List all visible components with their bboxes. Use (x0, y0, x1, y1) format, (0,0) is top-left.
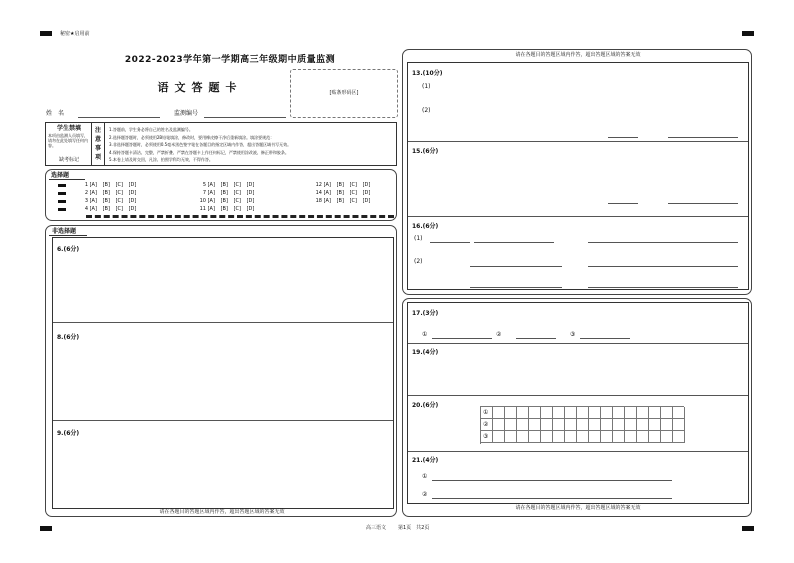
grid-cell[interactable] (529, 431, 541, 443)
divider (408, 216, 748, 217)
answer-line[interactable] (430, 242, 470, 243)
notice-box (93, 123, 105, 165)
q16-part2: (2) (414, 258, 423, 265)
choice-row (78, 182, 142, 188)
answer-line[interactable] (432, 338, 492, 339)
id-field[interactable] (204, 117, 286, 118)
grid-cell[interactable] (625, 407, 637, 419)
option-b[interactable]: [B] (102, 206, 110, 212)
choice-row (78, 190, 142, 196)
q20-row-2: ② (483, 421, 489, 428)
question-number: 12 (315, 182, 322, 188)
option-d[interactable]: [D] (246, 198, 255, 204)
nonchoice-section (45, 225, 397, 517)
choice-row (312, 190, 376, 196)
absent-label: 缺考标记 (58, 157, 79, 163)
notice-label: 注意事项 (95, 127, 102, 161)
option-d[interactable]: [D] (246, 206, 255, 212)
footer-page: 第1页 共2页 (398, 525, 430, 531)
option-b[interactable]: [B] (336, 182, 344, 188)
registration-mark (40, 526, 52, 531)
option-b[interactable]: [B] (220, 182, 228, 188)
answer-line[interactable] (588, 266, 738, 267)
option-b[interactable]: [B] (102, 182, 110, 188)
answer-line[interactable] (470, 287, 562, 288)
option-c[interactable]: [C] (349, 198, 357, 204)
question-number: 10 (199, 198, 206, 204)
answer-area-q17-q21[interactable] (407, 302, 749, 504)
grid-cell[interactable] (601, 431, 613, 443)
option-b[interactable]: [B] (220, 206, 228, 212)
option-a[interactable]: [A] (89, 190, 97, 196)
secret-label: 秘密★启用前 (60, 31, 90, 37)
grid-cell[interactable] (613, 407, 625, 419)
notice-item: 4.保持答题卡清洁、完整，严禁折叠、严禁在答题卡上作任何标记，严禁使用涂改液、修正带和胶条。 (109, 149, 289, 155)
grid-cell[interactable] (577, 407, 589, 419)
row-mark (58, 200, 66, 203)
header-note-right: 请在各题目的答题区域内作答，超出答题区域的答案无效 (515, 52, 641, 58)
answer-line[interactable] (432, 498, 672, 499)
divider (408, 141, 748, 142)
footer-note-right: 请在各题目的答题区域内作答，超出答题区域的答案无效 (515, 505, 641, 511)
choice-row (196, 198, 260, 204)
question-number: 11 (199, 206, 206, 212)
question-number: 7 (202, 190, 206, 196)
q13-part2: (2) (422, 107, 431, 114)
grid-cell[interactable] (505, 431, 517, 443)
card-title: 语文答题卡 (157, 81, 243, 94)
option-b[interactable]: [B] (102, 190, 110, 196)
barcode-area (290, 69, 398, 118)
option-d[interactable]: [D] (128, 206, 137, 212)
option-c[interactable]: [C] (233, 198, 241, 204)
grid-cell[interactable] (673, 431, 685, 443)
question-number: 4 (84, 206, 88, 212)
name-field[interactable] (78, 117, 160, 118)
answer-line[interactable] (608, 137, 638, 138)
grid-cell[interactable] (565, 419, 577, 431)
grid-cell[interactable] (565, 407, 577, 419)
q9-label: 9.(6分) (57, 430, 80, 437)
option-a[interactable]: [A] (89, 206, 97, 212)
q6-label: 6.(6分) (57, 246, 80, 253)
option-c[interactable]: [C] (115, 182, 123, 188)
grid-cell[interactable] (529, 407, 541, 419)
option-c[interactable]: [C] (115, 190, 123, 196)
option-d[interactable]: [D] (128, 198, 137, 204)
option-a[interactable]: [A] (89, 198, 97, 204)
choice-row (196, 182, 260, 188)
grid-cell[interactable] (589, 407, 601, 419)
notice-item: 1.答题前，学生务必将自己的姓名及监测编号。 (109, 127, 193, 132)
row-mark (58, 208, 66, 211)
grid-cell[interactable] (589, 419, 601, 431)
option-a[interactable]: [A] (207, 182, 215, 188)
grid-cell[interactable] (613, 431, 625, 443)
answer-line[interactable] (608, 203, 638, 204)
grid-cell[interactable] (517, 431, 529, 443)
divider (53, 420, 393, 421)
answer-line[interactable] (474, 242, 554, 243)
option-d[interactable]: [D] (246, 190, 255, 196)
answer-line[interactable] (668, 203, 738, 204)
divider (408, 343, 748, 344)
grid-cell[interactable] (673, 407, 685, 419)
q21-mark-1: ① (422, 473, 428, 480)
q16-label: 16.(6分) (412, 223, 439, 230)
notice-item: 3.非选择题答题时，必须使用0.5毫米黑色签字笔在各题目的指定区域内作答，超出答题区域书写无效。 (109, 142, 292, 147)
q15-label: 15.(6分) (412, 148, 439, 155)
grid-cell[interactable] (553, 407, 565, 419)
grid-cell[interactable] (661, 407, 673, 419)
option-d[interactable]: [D] (128, 182, 137, 188)
q17-mark-3: ③ (570, 331, 576, 338)
grid-cell[interactable] (517, 407, 529, 419)
grid-cell[interactable] (625, 431, 637, 443)
option-a[interactable]: [A] (323, 182, 331, 188)
q21-label: 21.(4分) (412, 457, 439, 464)
question-number: 1 (84, 182, 88, 188)
option-c[interactable]: [C] (349, 190, 357, 196)
answer-area-q6-q9[interactable] (52, 237, 394, 509)
question-number: 5 (202, 182, 206, 188)
q13-label: 13.(10分) (412, 70, 443, 77)
exam-title: 2022-2023学年第一学期高三年级期中质量监测 (124, 55, 336, 65)
grid-cell[interactable] (649, 407, 661, 419)
id-label: 监测编号 (174, 110, 199, 117)
option-a[interactable]: [A] (323, 190, 331, 196)
option-b[interactable]: [B] (336, 190, 344, 196)
grid-cell[interactable] (577, 431, 589, 443)
divider (408, 395, 748, 396)
choice-section-label: 选择题 (51, 172, 70, 179)
grid-cell[interactable] (661, 419, 673, 431)
option-c[interactable]: [C] (115, 206, 123, 212)
grid-cell[interactable] (493, 419, 505, 431)
option-d[interactable]: [D] (128, 190, 137, 196)
grid-cell[interactable] (553, 431, 565, 443)
q21-mark-2: ② (422, 491, 428, 498)
registration-mark (742, 31, 754, 36)
option-b[interactable]: [B] (102, 198, 110, 204)
question-number: 18 (315, 198, 322, 204)
grid-cell[interactable] (577, 419, 589, 431)
option-a[interactable]: [A] (207, 206, 215, 212)
choice-section (45, 169, 397, 221)
grid-cell[interactable] (661, 431, 673, 443)
grid-cell[interactable] (613, 419, 625, 431)
choice-row (196, 190, 260, 196)
student-box-text: 本项由监测人员填写，请勿在此处填写任何内容。 (48, 133, 88, 148)
registration-mark (742, 526, 754, 531)
grid-cell[interactable] (637, 407, 649, 419)
option-c[interactable]: [C] (233, 182, 241, 188)
q20-row-1: ① (483, 409, 489, 416)
row-mark (58, 184, 66, 187)
q17-label: 17.(3分) (412, 310, 439, 317)
grid-cell[interactable] (541, 431, 553, 443)
q16-part1: (1) (414, 235, 423, 242)
grid-cell[interactable] (589, 431, 601, 443)
right-bottom-panel (402, 298, 752, 517)
answer-line[interactable] (588, 242, 738, 243)
choice-row (78, 198, 142, 204)
footer-note-left: 请在各题目的答题区域内作答，超出答题区域的答案无效 (159, 509, 285, 515)
grid-cell[interactable] (493, 407, 505, 419)
answer-line[interactable] (588, 287, 738, 288)
grid-cell[interactable] (673, 419, 685, 431)
option-c[interactable]: [C] (349, 182, 357, 188)
grid-cell[interactable] (505, 407, 517, 419)
divider (49, 235, 87, 236)
answer-line[interactable] (432, 480, 672, 481)
choice-row (196, 206, 260, 212)
barcode-label: [贴条形码区] (329, 90, 359, 96)
option-c[interactable]: [C] (233, 190, 241, 196)
divider (53, 322, 393, 323)
timing-track (86, 215, 394, 218)
divider (49, 179, 85, 180)
option-a[interactable]: [A] (89, 182, 97, 188)
footer-subject: 高三语文 (366, 525, 387, 531)
choice-row (78, 206, 142, 212)
instructions-box (45, 122, 397, 166)
answer-line[interactable] (516, 338, 556, 339)
question-number: 2 (84, 190, 88, 196)
answer-line[interactable] (580, 338, 630, 339)
grid-cell[interactable] (637, 431, 649, 443)
grid-cell[interactable] (553, 419, 565, 431)
option-b[interactable]: [B] (336, 198, 344, 204)
choice-row (312, 198, 376, 204)
grid-cell[interactable] (541, 419, 553, 431)
name-label: 姓 名 (46, 110, 65, 117)
student-box-label: 学生禁填 (56, 125, 81, 132)
grid-cell[interactable] (637, 419, 649, 431)
option-c[interactable]: [C] (233, 206, 241, 212)
grid-cell[interactable] (529, 419, 541, 431)
q8-label: 8.(6分) (57, 334, 80, 341)
option-c[interactable]: [C] (115, 198, 123, 204)
q17-mark-2: ② (496, 331, 502, 338)
right-top-panel (402, 49, 752, 295)
grid-cell[interactable] (601, 407, 613, 419)
q20-row-3: ③ (483, 433, 489, 440)
option-a[interactable]: [A] (207, 198, 215, 204)
q13-part1: (1) (422, 83, 431, 90)
option-d[interactable]: [D] (246, 182, 255, 188)
grid-cell[interactable] (625, 419, 637, 431)
option-a[interactable]: [A] (323, 198, 331, 204)
notice-item: 2.选择题答题时，必须使用2B铅笔填涂，修改时，要用橡皮擦干净后重新填涂。填涂要规范： (109, 134, 275, 140)
nonchoice-section-label: 非选择题 (52, 228, 77, 235)
answer-area-q13-q16[interactable] (407, 62, 749, 290)
q19-label: 19.(4分) (412, 349, 439, 356)
q20-grid[interactable] (480, 406, 684, 444)
answer-line[interactable] (470, 266, 562, 267)
registration-mark (40, 31, 52, 36)
q20-label: 20.(6分) (412, 402, 439, 409)
student-box (46, 123, 92, 165)
grid-cell[interactable] (493, 431, 505, 443)
option-d[interactable]: [D] (362, 198, 371, 204)
notice-item: 5.本卷上请及时交回，凡涂、拍照学科均无效，不得作答。 (109, 157, 213, 162)
question-number: 14 (315, 190, 322, 196)
grid-cell[interactable] (541, 407, 553, 419)
option-b[interactable]: [B] (220, 198, 228, 204)
option-a[interactable]: [A] (207, 190, 215, 196)
question-number: 3 (84, 198, 88, 204)
grid-cell[interactable] (565, 431, 577, 443)
option-d[interactable]: [D] (362, 182, 371, 188)
grid-cell[interactable] (649, 419, 661, 431)
option-d[interactable]: [D] (362, 190, 371, 196)
q17-mark-1: ① (422, 331, 428, 338)
row-mark (58, 192, 66, 195)
divider (408, 451, 748, 452)
grid-cell[interactable] (517, 419, 529, 431)
grid-cell[interactable] (649, 431, 661, 443)
grid-cell[interactable] (601, 419, 613, 431)
choice-row (312, 182, 376, 188)
grid-cell[interactable] (505, 419, 517, 431)
option-b[interactable]: [B] (220, 190, 228, 196)
answer-line[interactable] (668, 137, 738, 138)
